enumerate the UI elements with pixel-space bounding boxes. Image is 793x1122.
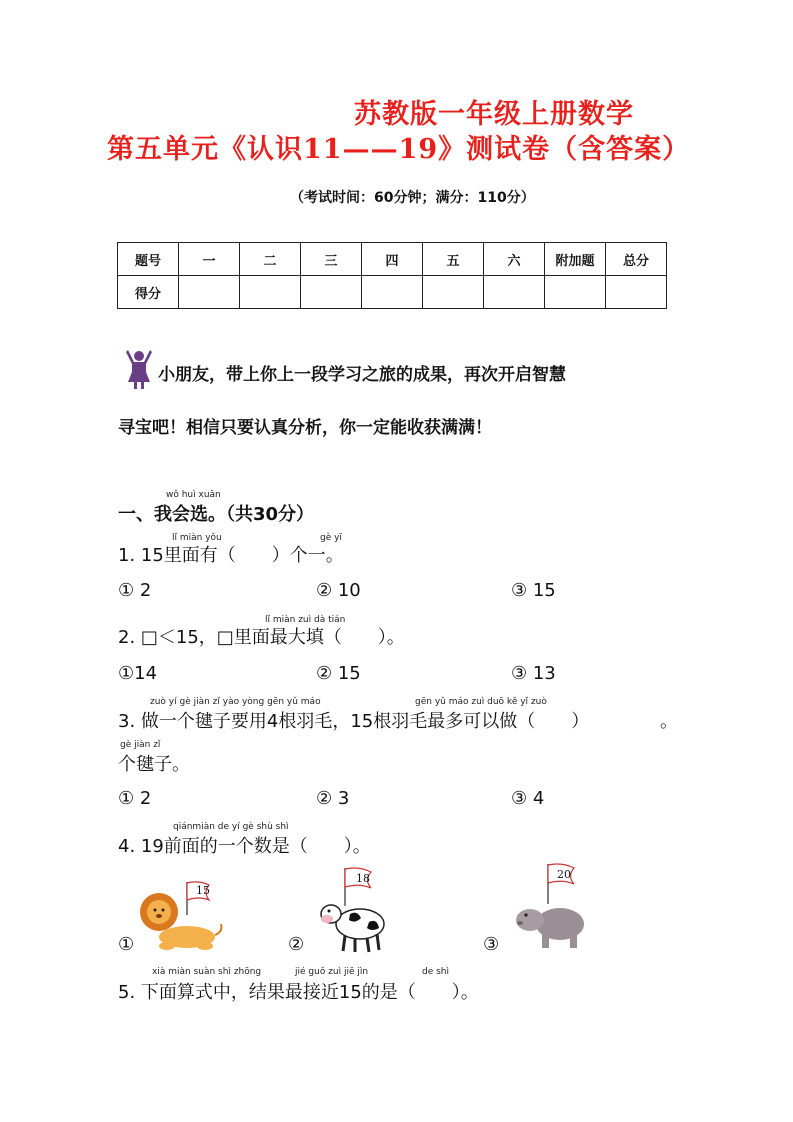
score-table-header-cell: 二 (240, 243, 301, 276)
q1-pinyin-a: lǐ miàn yǒu (172, 533, 222, 543)
score-cell[interactable] (240, 276, 301, 309)
q3-pinyin-a: zuò yí gè jiàn zǐ yào yòng gēn yǔ máo (150, 697, 321, 707)
score-cell[interactable] (606, 276, 667, 309)
score-table-header-cell: 一 (179, 243, 240, 276)
question-3-text: 3. 做一个毽子要用4根羽毛，15根羽毛最多可以做（ ） (118, 711, 590, 732)
score-table-header-cell: 四 (362, 243, 423, 276)
q1-pinyin-b: gè yī (320, 533, 342, 543)
score-label-cell: 得分 (118, 276, 179, 309)
q5-pinyin-a: xià miàn suàn shì zhōng (152, 967, 262, 977)
question-2-text: 2. □＜15，□里面最大填（ ）。 (118, 627, 405, 648)
q3-pinyin-b: gēn yǔ máo zuì duō kě yǐ zuò (415, 697, 547, 707)
q4-pinyin: qiánmiàn de yí gè shù shì (173, 822, 289, 832)
cow-icon (315, 866, 395, 960)
question-3-option-c[interactable]: ③ 4 (511, 788, 545, 809)
score-cell[interactable] (423, 276, 484, 309)
exam-info: （考试时间：60分钟；满分：110分） (290, 190, 535, 206)
score-table-header-row (118, 243, 667, 276)
score-table-header-cell: 六 (484, 243, 545, 276)
score-table-header-cell: 题号 (118, 243, 179, 276)
question-3-option-b[interactable]: ② 3 (316, 788, 350, 809)
intro-line1: 小朋友，带上你上一段学习之旅的成果，再次开启智慧 (158, 365, 566, 385)
question-2-option-c[interactable]: ③ 13 (511, 663, 556, 684)
q5-pinyin-c: de shì (422, 967, 450, 977)
score-cell[interactable] (362, 276, 423, 309)
score-cell[interactable] (179, 276, 240, 309)
flag-label-2: 18 (356, 872, 370, 885)
question-3-text-cont: 个毽子。 (118, 754, 190, 775)
section1-pinyin: wǒ huì xuǎn (166, 490, 221, 500)
question-1-option-a[interactable]: ① 2 (118, 580, 152, 601)
q5-pinyin-b: jié guǒ zuì jiē jìn (295, 967, 369, 977)
score-table (117, 242, 667, 309)
cheering-child-icon (124, 348, 154, 394)
question-5-text: 5. 下面算式中，结果最接近15的是（ ）。 (118, 982, 479, 1003)
question-1-text: 1. 15里面有（ ）个一。 (118, 545, 344, 566)
question-2-option-a[interactable]: ①14 (118, 663, 158, 684)
q2-pinyin: lǐ miàn zuì dà tián (265, 615, 346, 625)
score-cell[interactable] (301, 276, 362, 309)
section1-title: 一、我会选。（共30分） (118, 504, 315, 525)
score-table-header-cell: 总分 (606, 243, 667, 276)
q3-pinyin-c: gè jiàn zǐ (120, 740, 161, 750)
question-1-option-c[interactable]: ③ 15 (511, 580, 556, 601)
score-cell[interactable] (484, 276, 545, 309)
lion-icon (137, 880, 227, 959)
question-2-option-b[interactable]: ② 15 (316, 663, 361, 684)
score-table-header-cell: 三 (301, 243, 362, 276)
flag-label-3: 20 (557, 868, 571, 881)
flag-label-1: 15 (196, 884, 210, 897)
score-table-score-row (118, 276, 667, 309)
question-4-option-b[interactable]: ② (288, 934, 305, 955)
document-title-line2: 第五单元《认识11——19》测试卷（含答案） (107, 134, 691, 165)
score-cell[interactable] (545, 276, 606, 309)
document-title-line1: 苏教版一年级上册数学 (354, 99, 634, 130)
question-4-option-a[interactable]: ① (118, 934, 135, 955)
intro-line2: 寻宝吧！相信只要认真分析，你一定能收获满满！ (118, 418, 492, 438)
question-4-text: 4. 19前面的一个数是（ ）。 (118, 836, 371, 857)
hippo-icon (512, 862, 592, 956)
question-4-option-c[interactable]: ③ (483, 934, 500, 955)
score-table-header-cell: 五 (423, 243, 484, 276)
question-3-period: 。 (660, 711, 678, 732)
score-table-header-cell: 附加题 (545, 243, 606, 276)
question-1-option-b[interactable]: ② 10 (316, 580, 361, 601)
question-3-option-a[interactable]: ① 2 (118, 788, 152, 809)
